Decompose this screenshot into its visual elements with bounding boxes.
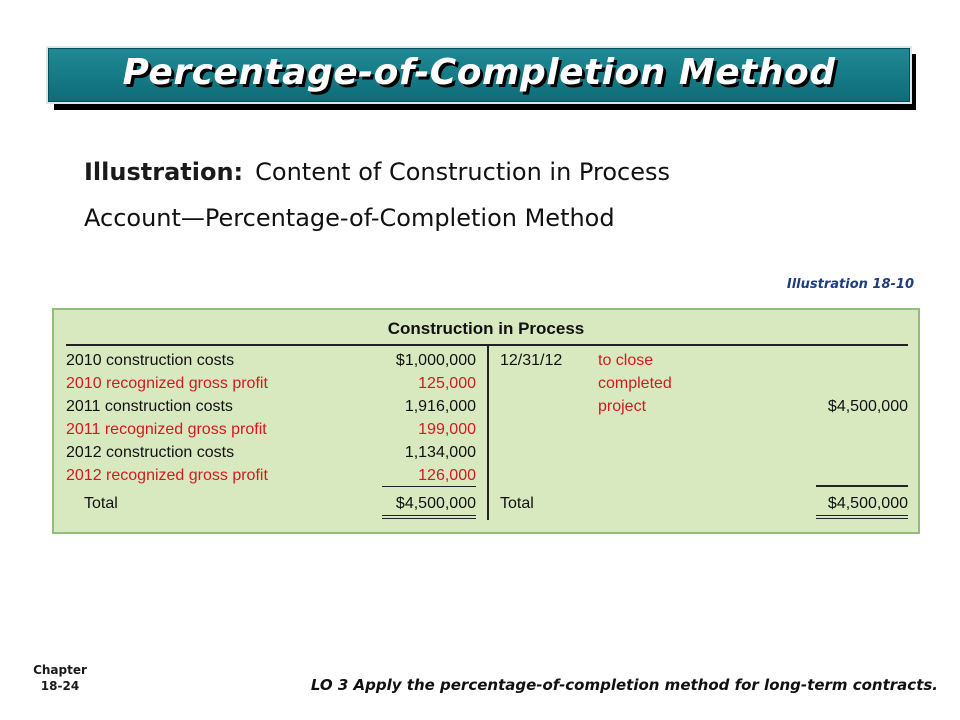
debit-label: 2012 recognized gross profit: [66, 467, 268, 484]
learning-objective: LO 3 Apply the percentage-of-completion method for long-term contracts.: [310, 676, 938, 694]
credit-amount: $4,500,000: [827, 398, 908, 415]
illustration-label: Illustration:: [84, 158, 244, 186]
debit-amount-last: 126,000: [382, 467, 476, 487]
debit-label: 2012 construction costs: [66, 444, 235, 461]
debit-amount: 1,134,000: [404, 444, 476, 461]
debit-amount: $1,000,000: [395, 352, 476, 369]
debit-total-amount: $4,500,000: [382, 495, 476, 519]
credit-total-amount: $4,500,000: [816, 495, 908, 519]
debit-label: 2010 recognized gross profit: [66, 375, 268, 392]
illustration-caption-line-1: [84, 158, 670, 186]
chapter-number: 18-24: [40, 679, 80, 693]
illustration-number: Illustration 18-10: [786, 277, 914, 292]
debit-total-label: Total: [84, 495, 118, 512]
ledger-center-rule: [487, 344, 489, 520]
debit-label: 2011 recognized gross profit: [66, 421, 267, 438]
chapter-reference: [20, 662, 100, 694]
illustration-caption-line-2: Account—Percentage-of-Completion Method: [84, 204, 615, 232]
debit-label: 2010 construction costs: [66, 352, 235, 369]
title-banner: [46, 46, 912, 104]
ledger-title: Construction in Process: [387, 319, 585, 338]
slide-title: Percentage-of-Completion Method: [122, 52, 836, 93]
debit-amount: 199,000: [418, 421, 476, 438]
debit-label: 2011 construction costs: [66, 398, 233, 415]
credit-description-line: project: [598, 398, 647, 415]
debit-amount: 1,916,000: [404, 398, 476, 415]
debit-amount: 125,000: [418, 375, 476, 392]
credit-description-line: completed: [598, 375, 672, 392]
credit-description-line: to close: [598, 352, 654, 369]
credit-date: 12/31/12: [500, 352, 563, 369]
illustration-caption-text-1: Content of Construction in Process: [255, 158, 670, 186]
t-account-ledger: [52, 308, 920, 534]
credit-total-label: Total: [500, 495, 534, 512]
credit-subtotal-rule: [816, 485, 908, 487]
chapter-label: Chapter: [33, 663, 87, 677]
